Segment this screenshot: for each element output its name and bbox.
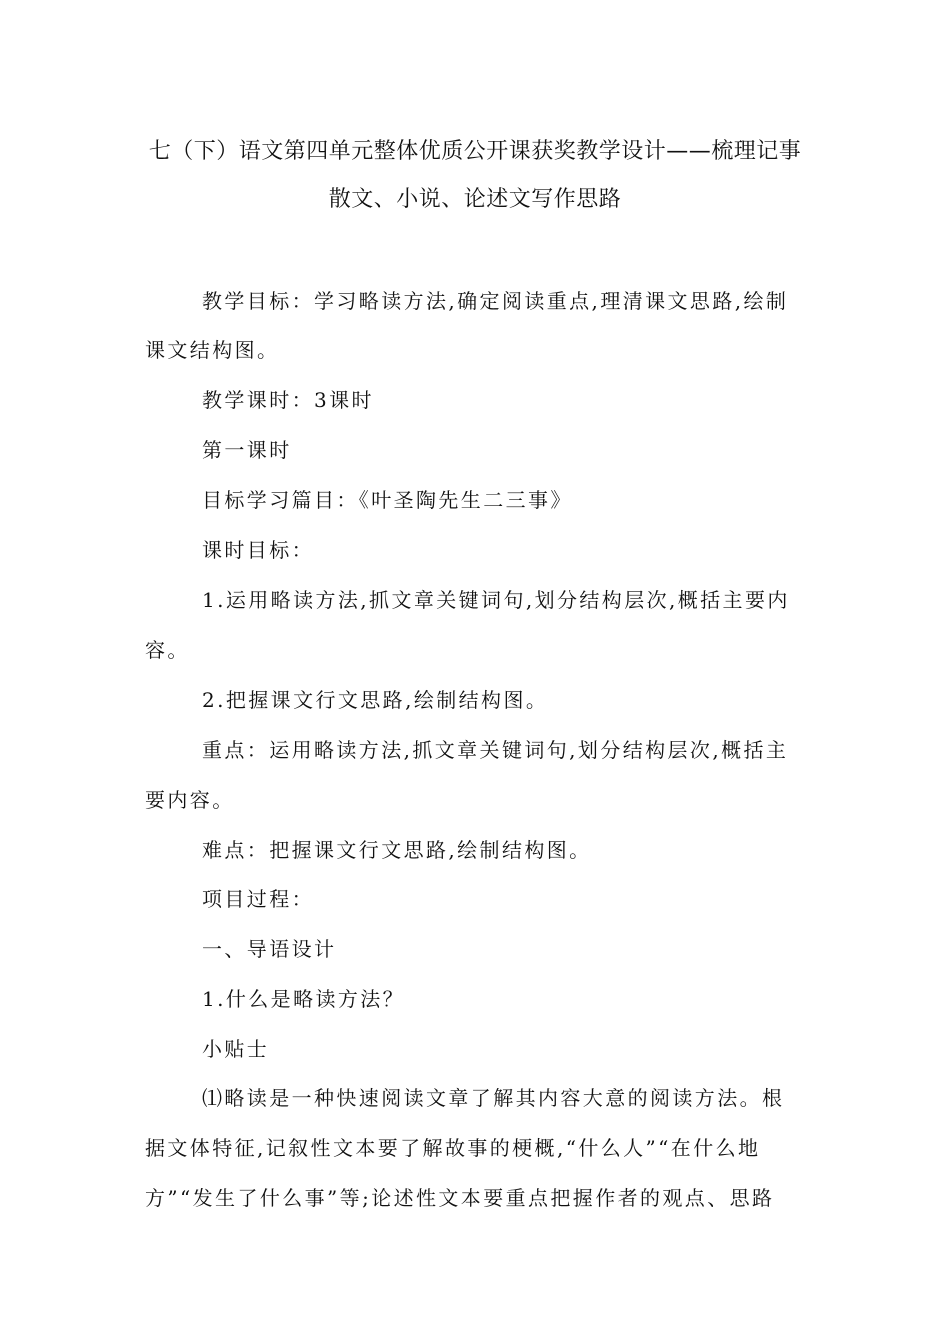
- list-item-question-1: 1.什么是略读方法？: [202, 987, 406, 1011]
- paragraph-difficulty: 难点：把握课文行文思路,绘制结构图。: [202, 838, 592, 862]
- paragraph-tip-1: ⑴略读是一种快速阅读文章了解其内容大意的阅读方法。根: [202, 1086, 785, 1110]
- document-title-line-2: 散文、小说、论述文写作思路: [328, 187, 622, 212]
- paragraph-class-hours: 教学课时：3课时: [202, 388, 374, 412]
- paragraph-teaching-goal: 教学目标：学习略读方法,确定阅读重点,理清课文思路,绘制: [202, 289, 789, 313]
- paragraph-lesson-goals: 课时目标：: [202, 538, 314, 562]
- paragraph-tip-1-cont-1: 据文体特征,记叙性文本要了解故事的梗概,“什么人”“在什么地: [145, 1136, 761, 1160]
- list-item-goal-2: 2.把握课文行文思路,绘制结构图。: [202, 688, 549, 712]
- list-item-goal-1-cont: 容。: [145, 638, 190, 662]
- section-first-lesson: 第一课时: [202, 438, 292, 462]
- section-intro-design: 一、导语设计: [202, 937, 337, 961]
- paragraph-tip-1-cont-2: 方”“发生了什么事”等;论述性文本要重点把握作者的观点、思路: [145, 1186, 775, 1210]
- paragraph-teaching-goal-cont: 课文结构图。: [145, 338, 280, 362]
- paragraph-key-point: 重点：运用略读方法,抓文章关键词句,划分结构层次,概括主: [202, 738, 789, 762]
- document-title-line-1: 七（下）语文第四单元整体优质公开课获奖教学设计——梳理记事: [148, 139, 802, 164]
- paragraph-tips-heading: 小贴士: [202, 1037, 270, 1061]
- paragraph-project-process: 项目过程：: [202, 887, 314, 911]
- list-item-goal-1: 1.运用略读方法,抓文章关键词句,划分结构层次,概括主要内: [202, 588, 790, 612]
- paragraph-key-point-cont: 要内容。: [145, 788, 235, 812]
- paragraph-target-text: 目标学习篇目：《叶圣陶先生二三事》: [202, 488, 573, 512]
